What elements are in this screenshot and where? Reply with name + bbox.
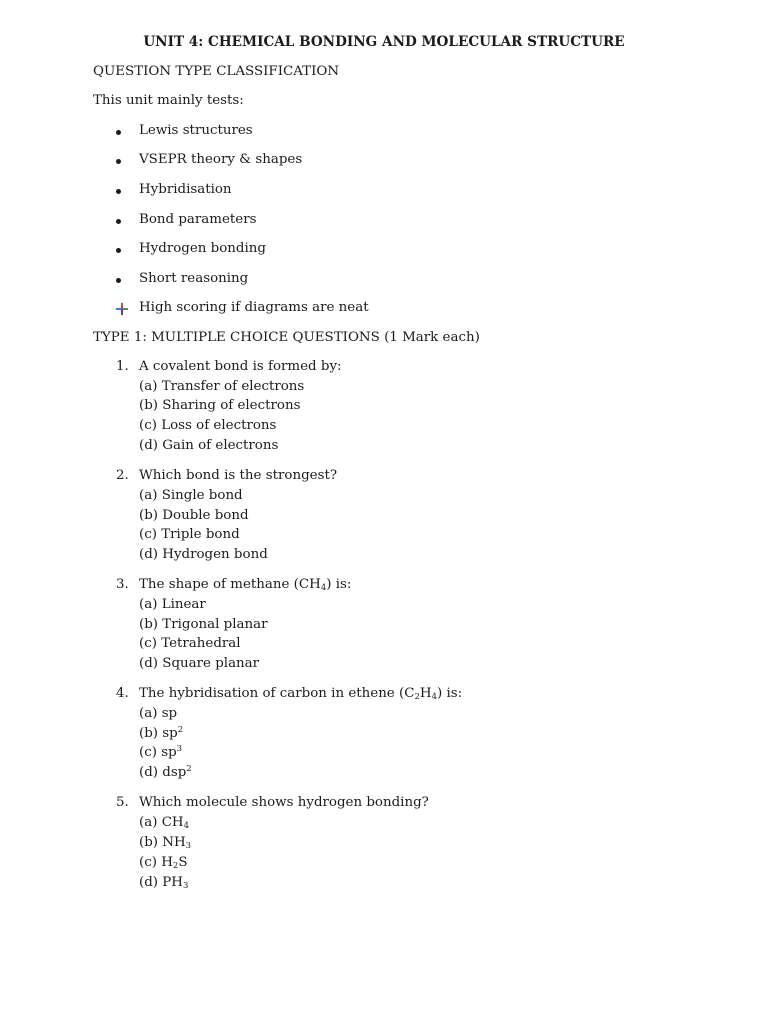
bullet-icon	[116, 219, 121, 224]
answer-option: (c) $H_2S$	[139, 855, 188, 871]
question-number: 5.	[116, 795, 129, 810]
answer-option: (b) Sharing of electrons	[139, 398, 301, 413]
answer-option: (c) Tetrahedral	[139, 636, 241, 651]
question-text: Which bond is the strongest?	[139, 468, 338, 483]
list-item: Lewis structures	[139, 123, 253, 138]
intro-text: This unit mainly tests:	[93, 93, 244, 108]
answer-option: (c) Loss of electrons	[139, 418, 277, 433]
question-text: The shape of methane $(CH_4)$ is:	[139, 577, 352, 593]
bullet-icon	[116, 130, 121, 135]
answer-option: (d) Hydrogen bond	[139, 547, 268, 562]
question-number: 1.	[116, 359, 129, 374]
colorful-star-icon	[114, 301, 130, 317]
bullet-icon	[116, 278, 121, 283]
answer-option: (a) $CH_4$	[139, 815, 190, 831]
answer-option: (a) Transfer of electrons	[139, 379, 305, 394]
answer-option: (d) Square planar	[139, 656, 260, 671]
question-text: A covalent bond is formed by:	[139, 359, 342, 374]
answer-option: (a) Linear	[139, 597, 206, 612]
list-item: Hydrogen bonding	[139, 241, 266, 256]
answer-option: (d) dsp$^2$	[139, 764, 192, 780]
bullet-icon	[116, 159, 121, 164]
answer-option: (a) sp	[139, 706, 178, 721]
answer-option: (c) $sp^3$	[139, 744, 183, 760]
section-heading: QUESTION TYPE CLASSIFICATION	[93, 64, 340, 79]
question-number: 4.	[116, 686, 129, 701]
answer-option: (b) $NH_3$	[139, 835, 192, 851]
answer-option: (b) $sp^2$	[139, 725, 184, 741]
answer-option: (b) Double bond	[139, 508, 249, 523]
list-item: Short reasoning	[139, 271, 249, 286]
question-number: 3.	[116, 577, 129, 592]
bullet-icon	[116, 189, 121, 194]
list-item: VSEPR theory & shapes	[139, 152, 303, 167]
answer-option: (b) Trigonal planar	[139, 617, 268, 632]
answer-option: (c) Triple bond	[139, 527, 240, 542]
page-title: UNIT 4: CHEMICAL BONDING AND MOLECULAR STRUCTURE	[143, 34, 625, 50]
question-text: The hybridisation of carbon in ethene $(C_2H_4)$ is:	[139, 686, 463, 702]
list-item: Hybridisation	[139, 182, 232, 197]
list-item: Bond parameters	[139, 212, 257, 227]
tip-text: High scoring if diagrams are neat	[139, 300, 369, 315]
bullet-icon	[116, 248, 121, 253]
answer-option: (d) Gain of electrons	[139, 438, 279, 453]
answer-option: (a) Single bond	[139, 488, 243, 503]
question-number: 2.	[116, 468, 129, 483]
answer-option: (d) $PH_3$	[139, 875, 189, 891]
question-text: Which molecule shows hydrogen bonding?	[139, 795, 429, 810]
type1-heading: TYPE 1: MULTIPLE CHOICE QUESTIONS (1 Mark each)	[93, 330, 480, 345]
